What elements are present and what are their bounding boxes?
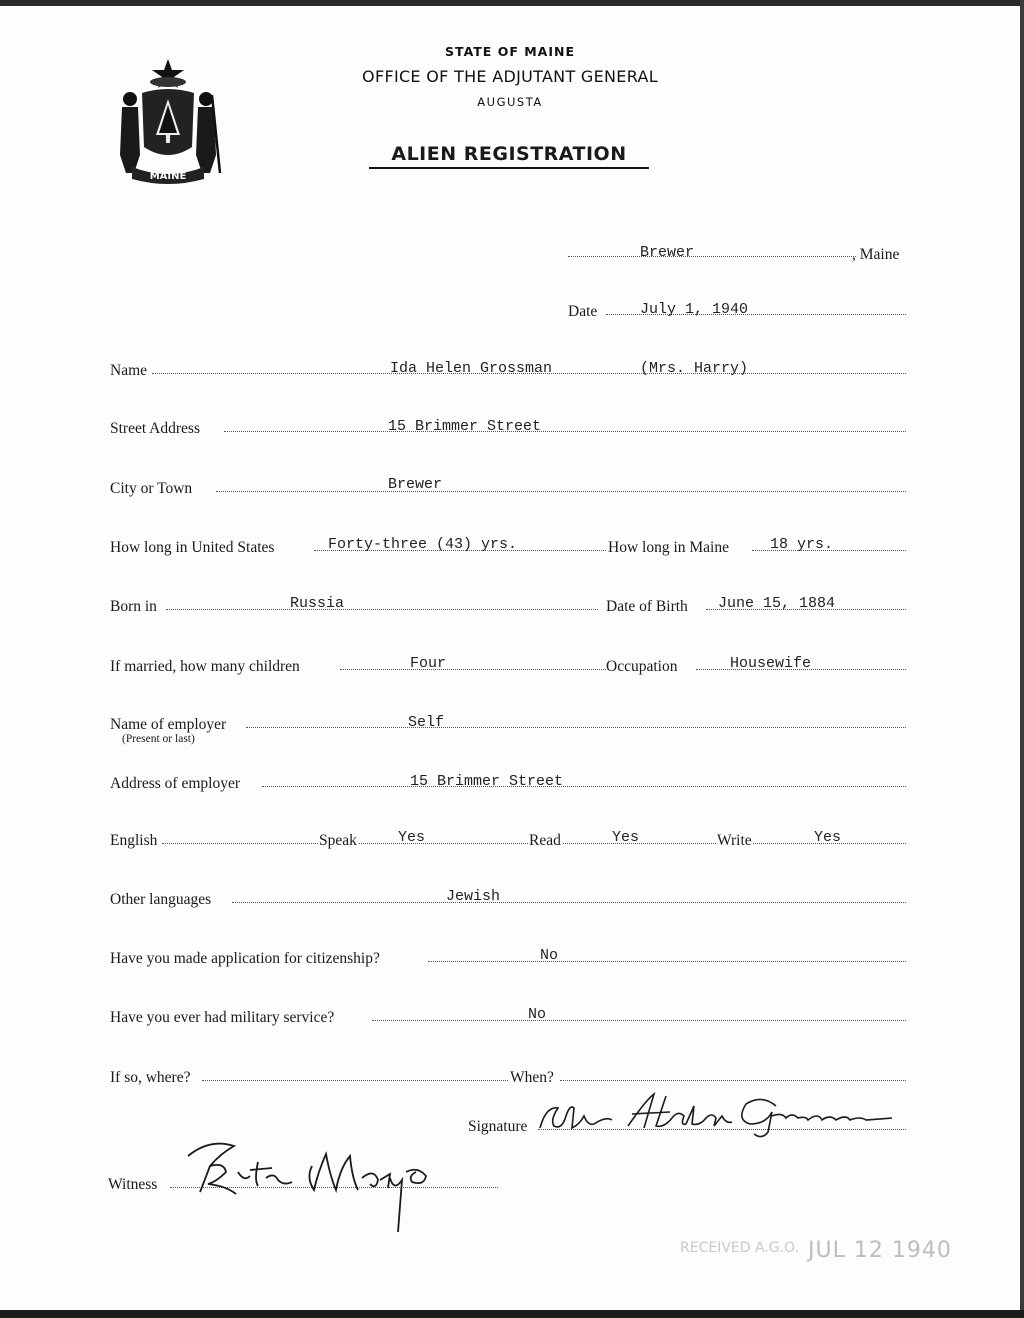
children-dots: [340, 667, 606, 670]
read-value[interactable]: Yes: [612, 829, 640, 846]
scan-edge-right: [1020, 0, 1024, 1318]
date-label: Date: [568, 303, 598, 320]
state-heading: STATE OF MAINE: [445, 44, 575, 59]
employer-address-label: Address of employer: [110, 775, 240, 792]
when-dots: [560, 1078, 906, 1081]
military-dots: [372, 1018, 906, 1021]
place-suffix: , Maine: [852, 246, 900, 263]
city-value[interactable]: Brewer: [388, 476, 443, 493]
received-stamp: RECEIVED A.G.O.: [680, 1240, 799, 1256]
form-title: ALIEN REGISTRATION: [369, 143, 649, 169]
employer-label: Name of employer: [110, 716, 227, 733]
name-extra-value[interactable]: (Mrs. Harry): [640, 360, 749, 377]
other-languages-label: Other languages: [110, 891, 212, 908]
citizenship-label: Have you made application for citizenship?: [110, 950, 380, 967]
if-so-where-label: If so, where?: [110, 1069, 191, 1086]
english-label: English: [110, 832, 158, 849]
read-label: Read: [529, 832, 561, 849]
other-languages-dots: [232, 900, 906, 903]
name-value[interactable]: Ida Helen Grossman: [390, 360, 553, 377]
svg-text:Rita Mayo: Rita Mayo: [180, 1132, 185, 1133]
occupation-label: Occupation: [606, 658, 678, 675]
office-heading: OFFICE OF THE ADJUTANT GENERAL: [362, 67, 658, 86]
street-address-value[interactable]: 15 Brimmer Street: [388, 418, 542, 435]
date-of-birth-label: Date of Birth: [606, 598, 688, 615]
if-so-where-dots: [202, 1078, 508, 1081]
name-label: Name: [110, 362, 148, 379]
how-long-maine-label: How long in Maine: [608, 539, 729, 556]
citizenship-dots: [428, 959, 906, 962]
speak-label: Speak: [319, 832, 357, 849]
born-in-label: Born in: [110, 598, 157, 615]
write-value[interactable]: Yes: [814, 829, 842, 846]
when-label: When?: [510, 1069, 554, 1086]
date-value[interactable]: July 1, 1940: [640, 301, 749, 318]
street-address-label: Street Address: [110, 420, 200, 437]
speak-value[interactable]: Yes: [398, 829, 426, 846]
received-stamp-date: JUL 12 1940: [808, 1238, 952, 1263]
place-value[interactable]: Brewer: [640, 244, 695, 261]
employer-dots: [246, 725, 906, 728]
employer-value[interactable]: Self: [408, 714, 445, 731]
scan-edge-top: [0, 0, 1024, 6]
employer-address-dots: [262, 784, 906, 787]
city-label: City or Town: [110, 480, 193, 497]
born-in-value[interactable]: Russia: [290, 595, 345, 612]
how-long-maine-value[interactable]: 18 yrs.: [770, 536, 834, 553]
employer-sublabel: (Present or last): [122, 733, 195, 745]
children-value[interactable]: Four: [410, 655, 447, 672]
military-value[interactable]: No: [528, 1006, 547, 1023]
date-of-birth-value[interactable]: June 15, 1884: [718, 595, 836, 612]
witness-label: Witness: [108, 1176, 158, 1193]
children-label: If married, how many children: [110, 658, 300, 675]
state-seal-icon: [112, 55, 224, 185]
other-languages-value[interactable]: Jewish: [446, 888, 501, 905]
military-label: Have you ever had military service?: [110, 1009, 335, 1026]
citizenship-value[interactable]: No: [540, 947, 559, 964]
write-label: Write: [717, 832, 752, 849]
born-in-dots: [166, 607, 598, 610]
how-long-us-value[interactable]: Forty-three (43) yrs.: [328, 536, 518, 553]
city-heading: AUGUSTA: [477, 95, 543, 109]
svg-text:MAINE: MAINE: [149, 171, 187, 182]
signature-label: Signature: [468, 1118, 528, 1135]
scan-edge-bottom: [0, 1310, 1024, 1318]
employer-address-value[interactable]: 15 Brimmer Street: [410, 773, 564, 790]
city-dots: [216, 489, 906, 492]
occupation-value[interactable]: Housewife: [730, 655, 812, 672]
how-long-us-label: How long in United States: [110, 539, 275, 556]
place-dots: [568, 254, 856, 257]
svg-text:Ida Helen Grossman: Ida Helen Grossman: [536, 1086, 545, 1087]
street-address-dots: [224, 429, 906, 432]
signature-handwriting: [536, 1086, 900, 1142]
witness-handwriting: [180, 1132, 440, 1236]
